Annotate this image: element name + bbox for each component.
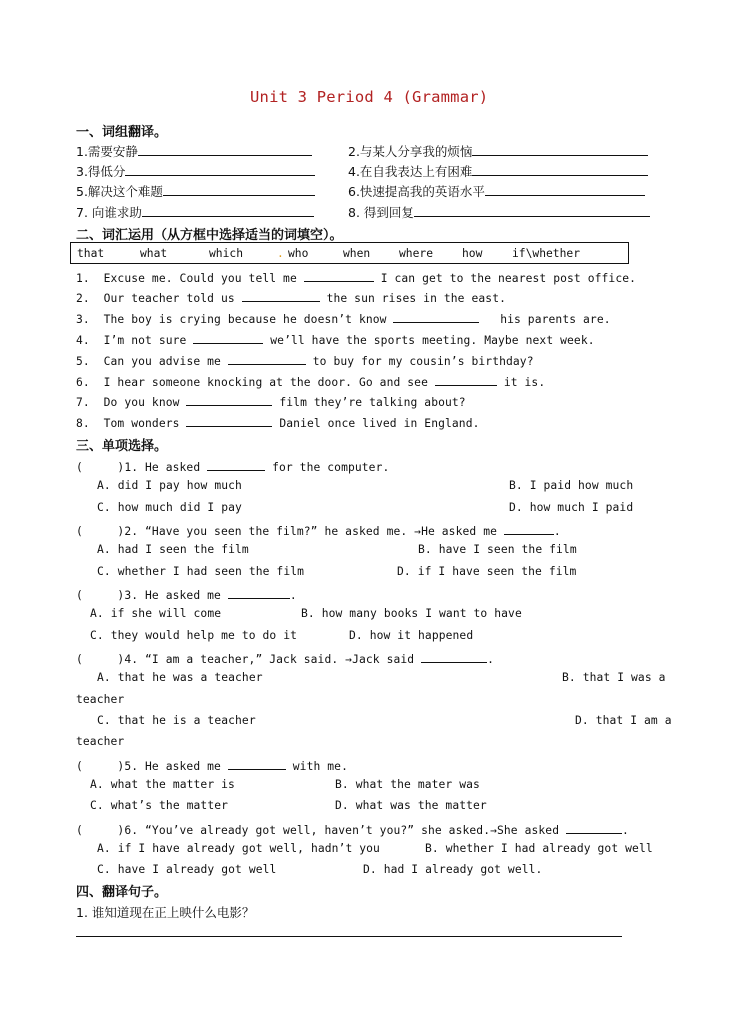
word-box (70, 242, 629, 264)
section-heading-1: 一、词组翻译。 (76, 125, 168, 140)
fill-item: 5. Can you advise me to buy for my cousin’s birthday? (76, 352, 534, 368)
word-if-whether: if\whether (512, 247, 581, 260)
phrase-item: 6.快速提高我的英语水平 (348, 182, 645, 200)
mc-option: A. what the matter is (90, 778, 235, 791)
word-how: how (462, 247, 483, 260)
mc-option: D. how much I paid (509, 501, 634, 514)
mc-option: A. had I seen the film (97, 543, 249, 556)
word-who: who (288, 247, 309, 260)
mc-option: D. if I have seen the film (397, 565, 577, 578)
mc-option: A. if I have already got well, hadn’t you (97, 842, 380, 855)
mc-option: C. that he is a teacher (97, 714, 256, 727)
word-that: that (77, 247, 105, 260)
mc-option: C. how much did I pay (97, 501, 242, 514)
mc-question-1: ( )1. He asked for the computer. (76, 458, 389, 474)
fill-item: 8. Tom wonders Daniel once lived in England. (76, 414, 480, 430)
mc-option: D. how it happened (349, 629, 474, 642)
mc-option: C. they would help me to do it (90, 629, 298, 642)
mc-option: A. if she will come (90, 607, 222, 620)
mc-option: B. I paid how much (509, 479, 634, 492)
phrase-item: 7. 向谁求助 (76, 203, 314, 221)
mc-option-wrap: teacher (76, 693, 125, 706)
word-dot: . (277, 247, 284, 260)
fill-item: 3. The boy is crying because he doesn’t know his parents are. (76, 310, 611, 326)
phrase-item: 5.解决这个难题 (76, 182, 315, 200)
mc-question-3: ( )3. He asked me . (76, 586, 297, 602)
fill-item: 1. Excuse me. Could you tell me I can get to the nearest post office. (76, 269, 636, 285)
translate-item: 1. 谁知道现在正上映什么电影？ (76, 905, 255, 920)
mc-option: B. whether I had already got well (425, 842, 653, 855)
mc-option: C. whether I had seen the film (97, 565, 305, 578)
phrase-item: 1.需要安静 (76, 142, 312, 160)
fill-item: 4. I’m not sure we’ll have the sports meeting. Maybe next week. (76, 331, 595, 347)
section-heading-4: 四、翻译句子。 (76, 885, 168, 900)
mc-option: D. had I already got well. (363, 863, 543, 876)
word-what: what (140, 247, 168, 260)
word-which: which (209, 247, 244, 260)
mc-option: A. that he was a teacher (97, 671, 263, 684)
mc-question-6: ( )6. “You’ve already got well, haven’t you?” she asked.→She asked . (76, 821, 629, 837)
mc-question-2: ( )2. “Have you seen the film?” he asked me. →He asked me . (76, 522, 561, 538)
phrase-item: 8. 得到回复 (348, 203, 650, 221)
word-where: where (399, 247, 434, 260)
fill-item: 2. Our teacher told us the sun rises in the east. (76, 289, 506, 305)
section-heading-2: 二、词汇运用（从方框中选择适当的词填空）。 (76, 228, 343, 243)
mc-option: D. what was the matter (335, 799, 487, 812)
mc-option: B. that I was a (562, 671, 666, 684)
phrase-item: 4.在自我表达上有困难 (348, 162, 648, 180)
mc-option: A. did I pay how much (97, 479, 242, 492)
fill-item: 7. Do you know film they’re talking about? (76, 393, 466, 409)
mc-option: B. have I seen the film (418, 543, 577, 556)
mc-option: B. what the mater was (335, 778, 480, 791)
mc-option: D. that I am a (575, 714, 672, 727)
mc-option: C. have I already got well (97, 863, 277, 876)
mc-option: C. what’s the matter (90, 799, 229, 812)
mc-option: B. how many books I want to have (301, 607, 522, 620)
phrase-item: 3.得低分 (76, 162, 315, 180)
page-title: Unit 3 Period 4 (Grammar) (250, 88, 489, 106)
mc-question-4: ( )4. “I am a teacher,” Jack said. →Jack said . (76, 650, 494, 666)
section-heading-3: 三、单项选择。 (76, 439, 168, 454)
word-when: when (343, 247, 371, 260)
mc-option-wrap: teacher (76, 735, 125, 748)
mc-question-5: ( )5. He asked me with me. (76, 757, 348, 773)
phrase-item: 2.与某人分享我的烦恼 (348, 142, 648, 160)
fill-item: 6. I hear someone knocking at the door. Go and see it is. (76, 373, 545, 389)
answer-line (76, 936, 622, 937)
